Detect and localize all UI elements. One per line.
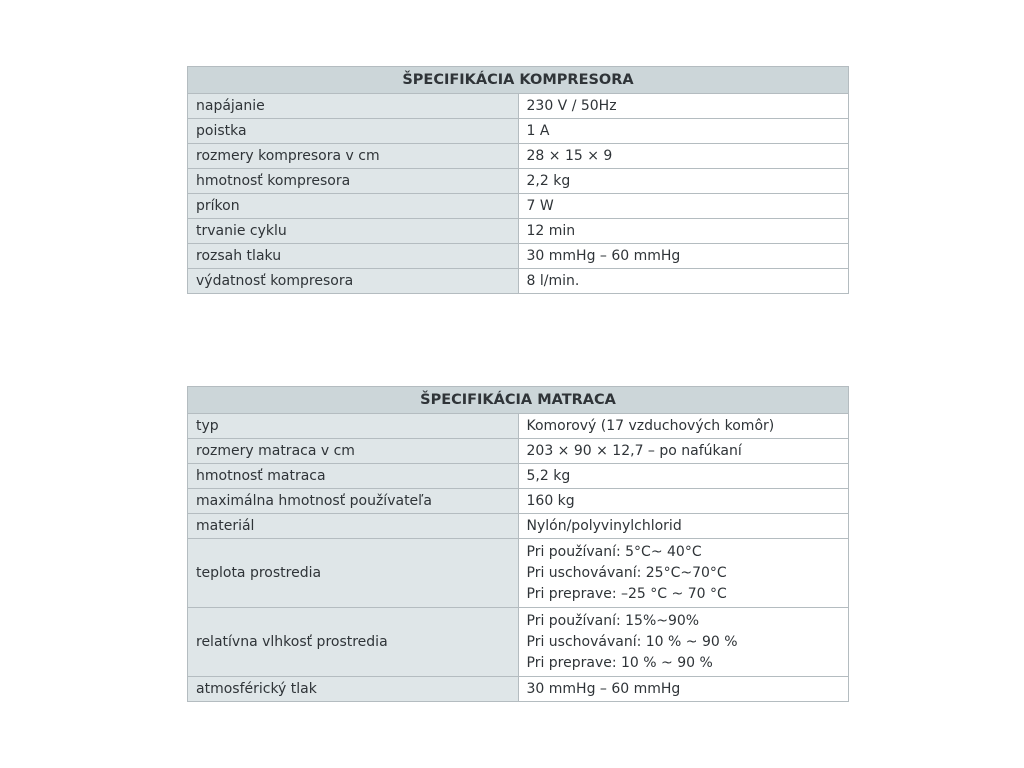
spec-value: Komorový (17 vzduchových komôr) <box>518 414 849 439</box>
spec-value: 28 × 15 × 9 <box>518 144 849 169</box>
spec-value: 2,2 kg <box>518 169 849 194</box>
table-row <box>188 144 849 169</box>
spec-label: atmosférický tlak <box>188 677 519 702</box>
spec-value: 30 mmHg – 60 mmHg <box>518 244 849 269</box>
spec-value-line: Pri uschovávaní: 25°C~70°C <box>526 564 727 581</box>
mattress-spec-table <box>187 386 849 702</box>
mattress-table-title: ŠPECIFIKÁCIA MATRACA <box>188 387 849 414</box>
table-row <box>188 219 849 244</box>
spec-value-line: Pri používaní: 15%~90% <box>526 612 700 629</box>
spec-label: hmotnosť kompresora <box>188 169 519 194</box>
spec-label: materiál <box>188 514 519 539</box>
spec-label: trvanie cyklu <box>188 219 519 244</box>
spec-label: teplota prostredia <box>188 539 519 608</box>
spec-label: maximálna hmotnosť používateľa <box>188 489 519 514</box>
spec-value-line: Pri preprave: 10 % ~ 90 % <box>526 654 713 671</box>
spec-label: rozsah tlaku <box>188 244 519 269</box>
table-row <box>188 489 849 514</box>
compressor-spec-table <box>187 66 849 294</box>
spec-value-line: Pri preprave: –25 °C ~ 70 °C <box>526 585 727 602</box>
spec-value: 8 l/min. <box>518 269 849 294</box>
spec-value: 1 A <box>518 119 849 144</box>
spec-value: 5,2 kg <box>518 464 849 489</box>
table-row <box>188 94 849 119</box>
spec-label: napájanie <box>188 94 519 119</box>
spec-label: príkon <box>188 194 519 219</box>
table-row <box>188 608 849 677</box>
spec-value: 7 W <box>518 194 849 219</box>
spec-value: 12 min <box>518 219 849 244</box>
spec-label: výdatnosť kompresora <box>188 269 519 294</box>
spec-label: hmotnosť matraca <box>188 464 519 489</box>
table-row <box>188 269 849 294</box>
table-row <box>188 514 849 539</box>
spec-label: rozmery matraca v cm <box>188 439 519 464</box>
spec-value-multiline <box>518 539 849 608</box>
spec-value: Nylón/polyvinylchlorid <box>518 514 849 539</box>
table-header-row <box>188 387 849 414</box>
spec-value: 30 mmHg – 60 mmHg <box>518 677 849 702</box>
table-row <box>188 244 849 269</box>
spec-value: 160 kg <box>518 489 849 514</box>
table-row <box>188 464 849 489</box>
spec-value: 203 × 90 × 12,7 – po nafúkaní <box>518 439 849 464</box>
table-row <box>188 414 849 439</box>
table-header-row <box>188 67 849 94</box>
table-row <box>188 677 849 702</box>
spec-value-line: Pri uschovávaní: 10 % ~ 90 % <box>526 633 738 650</box>
table-row <box>188 194 849 219</box>
spec-label: rozmery kompresora v cm <box>188 144 519 169</box>
table-row <box>188 119 849 144</box>
spec-label: poistka <box>188 119 519 144</box>
compressor-table-title: ŠPECIFIKÁCIA KOMPRESORA <box>188 67 849 94</box>
table-row <box>188 169 849 194</box>
spec-label: typ <box>188 414 519 439</box>
spec-value-multiline <box>518 608 849 677</box>
spec-value: 230 V / 50Hz <box>518 94 849 119</box>
table-row <box>188 439 849 464</box>
spec-value-line: Pri používaní: 5°C~ 40°C <box>526 543 702 560</box>
table-row <box>188 539 849 608</box>
spec-label: relatívna vlhkosť prostredia <box>188 608 519 677</box>
